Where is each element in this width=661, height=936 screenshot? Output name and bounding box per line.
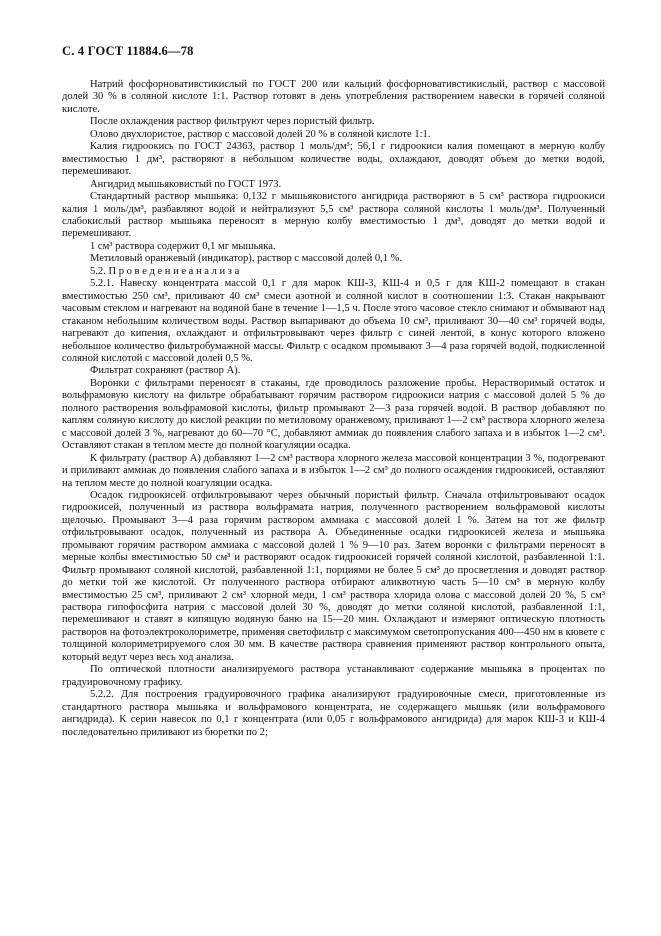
paragraph: Осадок гидроокисей отфильтровывают через обычный пористый фильтр. Сначала отфильтровывают осадок гидроокисей, полученный из раствора вольфрамата натрия, полученного растворением вольфрамовой кислоты щелочью. Промывают 3—4 раза горячим раствором аммиака с массовой долей 1 %. Затем на тот же фильтр отфильтровывают осадок, полученный из раствора А. Объединенные осадки гидроокисей железа и мышьяка промывают горячим раствором аммиака с массовой долей 1 % 9—10 раз. Затем воронки с фильтрами переносят в мерные колбы вместимостью 50 см³ и растворяют осадок гидроокисей горячей соляной кислотой, разбавленной 1:1. Фильтр промывают соляной кислотой, разбавленной 1:1, порциями не более 5 см³ до просветления и доводят раствор до метки той же кислотой. От полученного раствора отбирают аликвотную часть 5—10 см³ в мерную колбу вместимостью 25 см³, приливают 2 см³ хлорной меди, 1 см³ раствора хлорида олова с массовой долей 20 %, 5 см³ раствора гипофосфита натрия с массовой долей 30 %, доводят до метки соляной кислотой, разбавленной 1:1, перемешивают и ставят в кипящую водяную баню на 15—20 мин. Охлаждают и измеряют оптическую плотность растворов на фотоэлектроколориметре, применяя светофильтр с максимумом светопропускания 400—450 нм в кювете с толщиной колориметрируемого слоя 30 мм. В качестве раствора сравнения применяют раствор контрольного опыта, который ведут через весь ход анализа. [62,489,605,663]
paragraph: Натрий фосфорновативстикислый по ГОСТ 200 или кальций фосфорновативстикислый, раствор с массовой долей 30 % в соляной кислоте 1:1. Раствор готовят в день употребления растворением навески в горячей соляной кислоте. [62,79,605,115]
paragraph: К фильтрату (раствор А) добавляют 1—2 см³ раствора хлорного железа массовой концентрации 3 %, подогревают и приливают аммиак до появления слабого запаха и в избыток 1—2 см³ до полного осаждения гидроокисей, оставляют на теплом месте до полной коагуляции осадка. [62,452,605,489]
paragraph: Метиловый оранжевый (индикатор), раствор с массовой долей 0,1 %. [90,253,403,265]
paragraph: После охлаждения раствор фильтруют через пористый фильтр. [90,116,375,128]
paragraph: 1 см³ раствора содержит 0,1 мг мышьяка. [90,240,276,252]
paragraph: По оптической плотности анализируемого раствора устанавливают содержание мышьяка в процентах по градуировочному графику. [62,664,605,688]
section-heading: 5.2. П р о в е д е н и е а н а л и з а [90,265,240,277]
document-body [62,79,605,739]
paragraph: Фильтрат сохраняют (раствор А). [90,365,241,377]
paragraph: 5.2.2. Для построения градуировочного графика анализируют градуировочные смеси, приготовленные из стандартного раствора мышьяка и вольфрамового концентрата, не содержащего мышьяк (или вольфрамового ангидрида). К серии навесок по 0,1 г концентрата (или 0,05 г вольфрамового ангидрида) для марок КШ-3 и КШ-4 последовательно приливают из бюретки по 2; [62,689,605,738]
paragraph: Воронки с фильтрами переносят в стаканы, где проводилось разложение пробы. Нерастворимый остаток и вольфрамовую кислоту на фильтре обрабатывают горячим раствором гидроокиси натрия с массовой долей 5 % до полного растворения вольфрамовой кислоты, фильтр промывают 2—3 раза горячей водой. В раствор добавляют по каплям соляную кислоту до кислой реакции по метиловому оранжевому, приливают 1—2 см³ раствора хлорного железа с массовой долей 3 %, нагревают до 60—70 °С, добавляют аммиак до появления слабого запаха и в избыток 1—2 см³. Оставляют стакан в теплом месте до полной коагуляции осадка. [62,377,605,452]
paragraph: 5.2.1. Навеску концентрата массой 0,1 г для марок КШ-3, КШ-4 и 0,5 г для КШ-2 помещают в стакан вместимостью 250 см³, приливают 40 см³ смеси азотной и соляной кислот в соотношении 1:3. Стакан накрывают часовым стеклом и нагревают на водяной бане в течение 1—1,5 ч. После этого часовое стекло снимают и обмывают над стаканом небольшим количеством воды. Раствор выпаривают до объема 10 см³, приливают 30—40 см³ горячей воды, нагревают до кипения, охлаждают и отфильтровывают через фильтр с синей лентой, в конус которого вложено небольшое количество фильтробумажной массы. Фильтр с осадком промывают 3—4 раза горячей водой, подкисленной соляной кислотой с массовой долей 0,5 %. [62,278,605,364]
paragraph: Ангидрид мышьяковистый по ГОСТ 1973. [90,178,282,190]
page-header: С. 4 ГОСТ 11884.6—78 [62,44,194,58]
paragraph: Олово двухлористое, раствор с массовой долей 20 % в соляной кислоте 1:1. [90,128,431,140]
paragraph: Калия гидроокись по ГОСТ 24363, раствор 1 моль/дм³; 56,1 г гидроокиси калия помещают в мерную колбу вместимостью 1 дм³, растворяют в небольшом количестве воды, охлаждают, доводят объем до метки водой, перемешивают. [62,141,605,178]
paragraph: Стандартный раствор мышьяка: 0,132 г мышьяковистого ангидрида растворяют в 5 см³ раствора гидроокиси калия 1 моль/дм³, разбавляют водой и нейтрализуют 5,5 см³ раствора соляной кислоты 1 моль/дм³. Полученный слабокислый раствор мышьяка переносят в мерную колбу вместимостью 1 дм³, доводят до метки водой и перемешивают. [62,191,605,240]
